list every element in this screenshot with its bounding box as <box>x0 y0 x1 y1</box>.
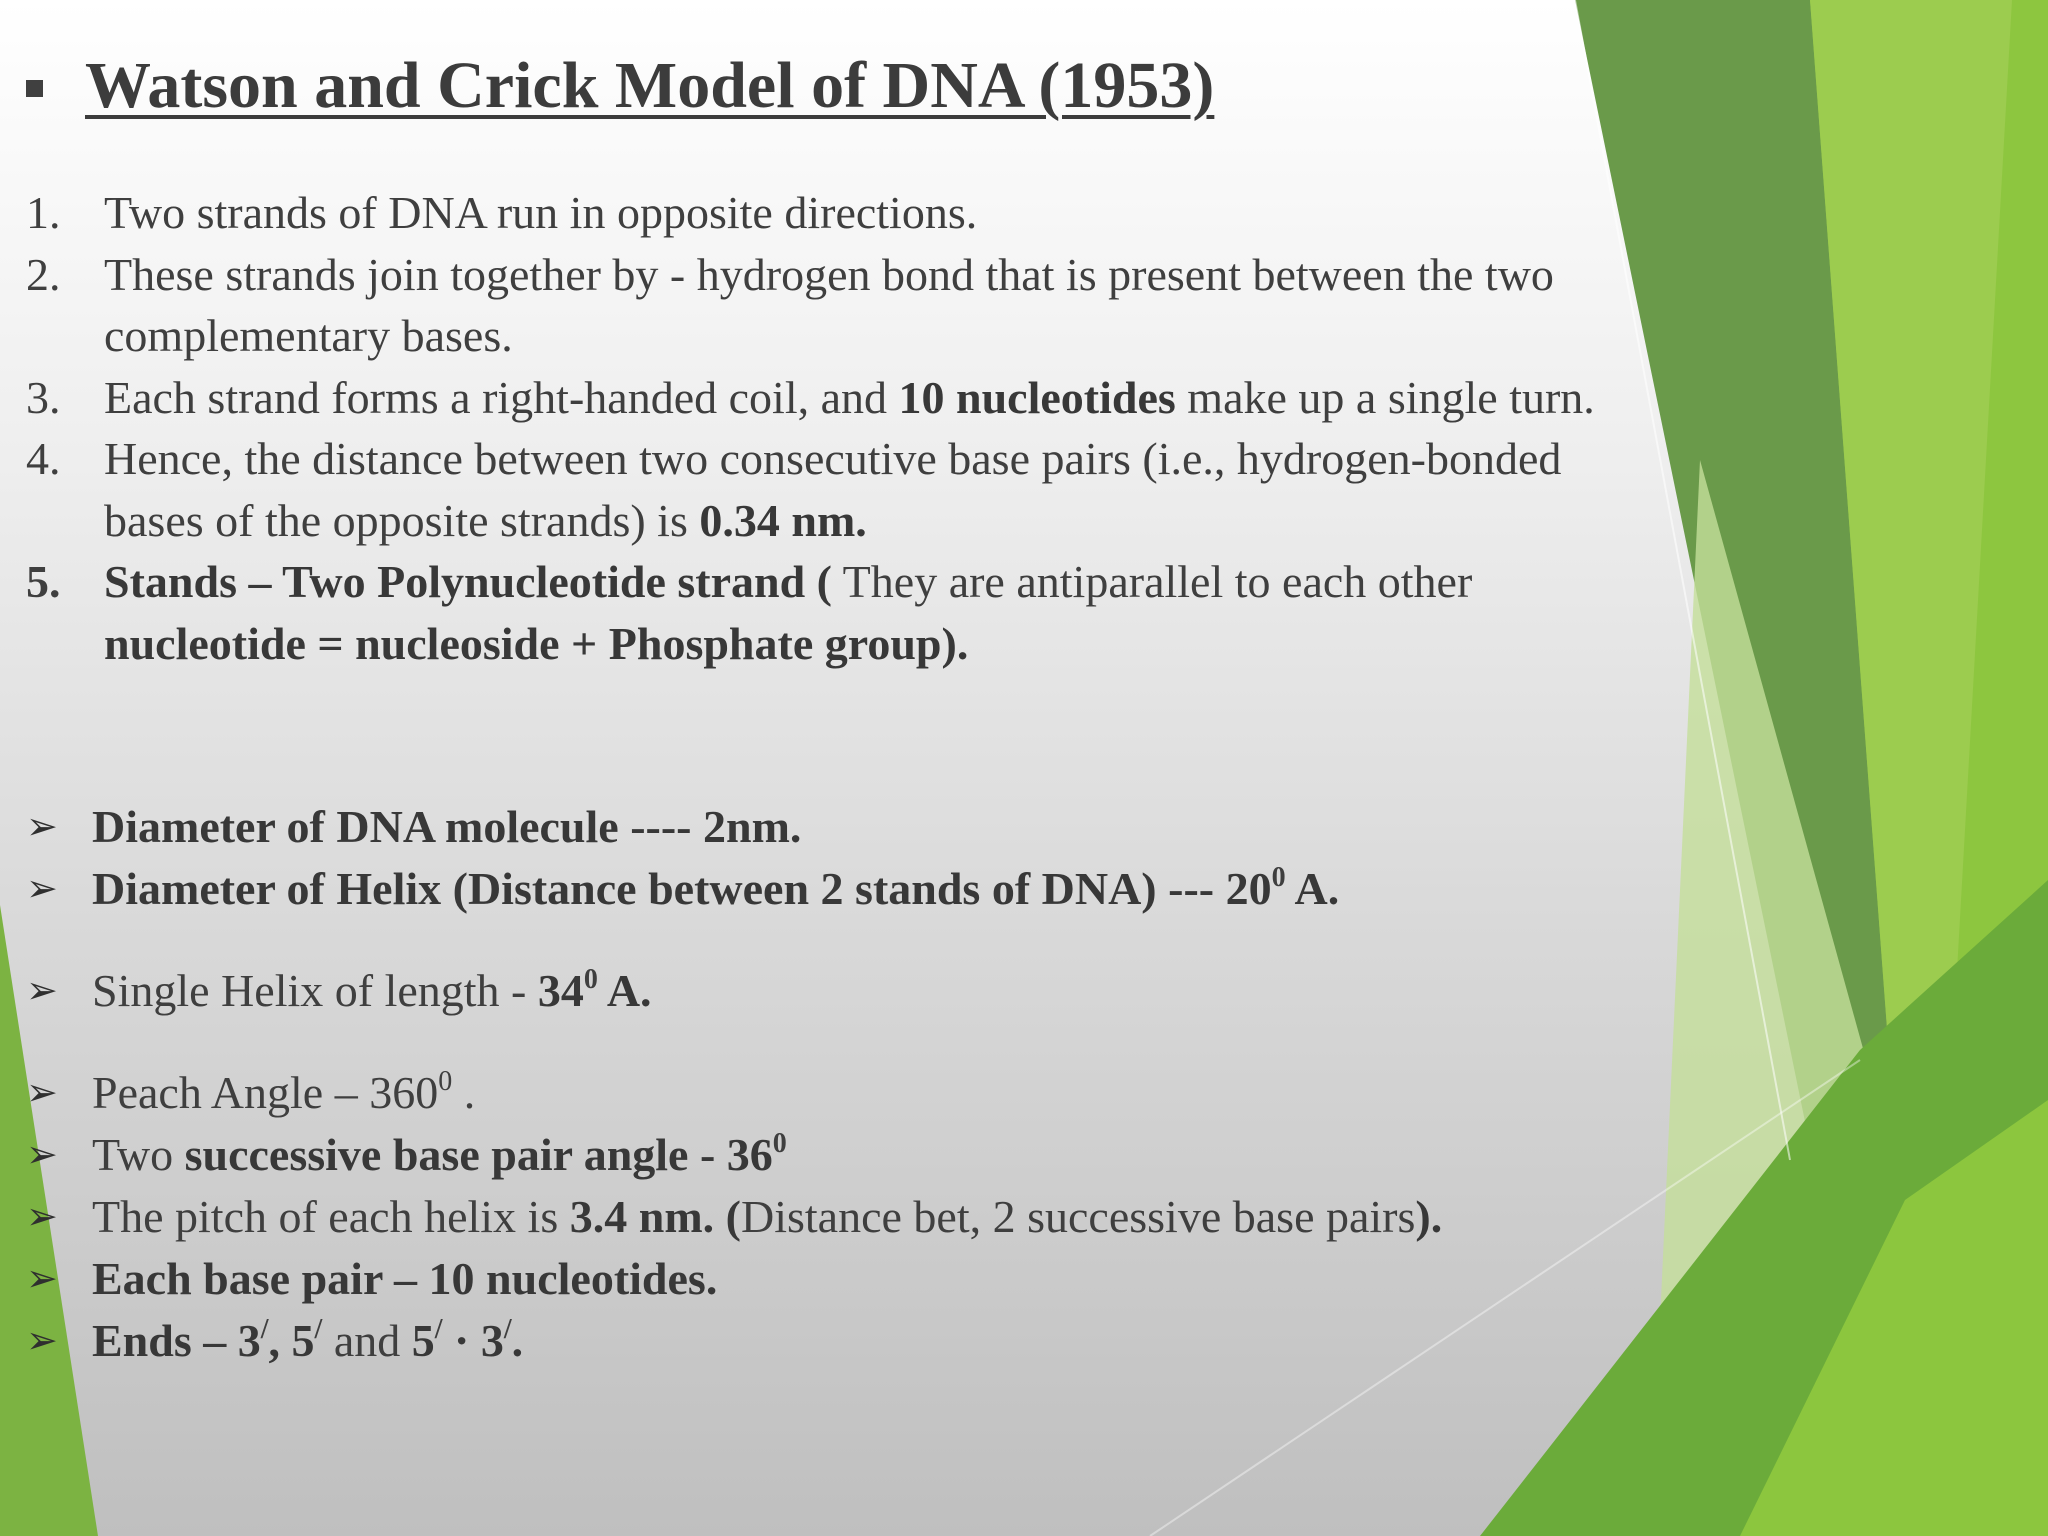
bullet-item <box>26 1062 475 1124</box>
bullet-text <box>92 796 801 858</box>
text-run: They are antiparallel to each other <box>832 556 1473 607</box>
text-run: , 5 <box>268 1315 315 1366</box>
bullet-text <box>92 858 1339 920</box>
text-run: A. <box>1285 863 1340 914</box>
bullet-item <box>26 1186 1442 1248</box>
text-run: Ends – 3 <box>92 1315 261 1366</box>
item-text <box>104 244 1626 367</box>
text-run: . <box>511 1315 524 1366</box>
text-run: 5 <box>411 1315 435 1366</box>
text-run: 10 nucleotides <box>898 371 1176 423</box>
text-run: Stands – Two Polynucleotide strand ( <box>104 556 833 607</box>
arrow-bullet-icon: ➢ <box>26 866 58 910</box>
numbered-item <box>26 244 1626 367</box>
bullet-item <box>26 1248 717 1310</box>
text-run: The pitch of each helix is <box>92 1191 570 1242</box>
superscript: / <box>434 1314 443 1345</box>
superscript: / <box>503 1314 512 1345</box>
item-text <box>104 367 1626 429</box>
superscript: 0 <box>583 964 598 995</box>
item-number: 2. <box>26 248 61 300</box>
text-run: Two <box>92 1129 185 1180</box>
item-text <box>104 551 1626 674</box>
text-run: Single Helix of length - <box>92 965 538 1016</box>
bullet-item <box>26 858 1339 920</box>
arrow-bullet-icon: ➢ <box>26 804 58 848</box>
bullet-text <box>92 1062 475 1124</box>
text-run: · 3 <box>442 1315 504 1366</box>
bullet-text <box>92 960 652 1022</box>
item-number: 5. <box>26 556 61 607</box>
text-run: 3.4 nm. ( <box>569 1191 741 1242</box>
text-run: Hence, the distance between two consecutive base pairs (i.e., hydrogen-bonded bases of the opposite strands) is <box>104 433 1562 546</box>
arrow-bullet-icon: ➢ <box>26 1132 58 1176</box>
superscript: / <box>314 1314 323 1345</box>
text-run: . <box>452 1067 476 1118</box>
item-text <box>104 428 1626 551</box>
superscript: 0 <box>1271 862 1286 893</box>
numbered-item <box>26 367 1626 429</box>
numbered-list <box>26 182 1626 674</box>
bullet-item <box>26 1124 787 1186</box>
text-run: successive base pair angle - 36 <box>184 1129 773 1180</box>
arrow-bullet-icon: ➢ <box>26 1194 58 1238</box>
arrow-bullet-icon: ➢ <box>26 1256 58 1300</box>
text-run: ). <box>1415 1191 1443 1242</box>
text-run: make up a single turn. <box>1175 371 1595 423</box>
text-run: Distance bet, 2 successive base pairs <box>740 1191 1416 1242</box>
text-run: Peach Angle – 360 <box>92 1067 439 1118</box>
arrow-bullet-icon: ➢ <box>26 968 58 1012</box>
slide-title: Watson and Crick Model of DNA (1953) <box>85 49 1215 122</box>
item-number: 4. <box>26 433 61 484</box>
item-number: 1. <box>26 187 61 238</box>
bullet-item <box>26 796 801 858</box>
numbered-item <box>26 428 1626 551</box>
text-run: A. <box>597 965 652 1016</box>
text-run: nucleotide = nucleoside + Phosphate group). <box>104 617 969 669</box>
bullet-text <box>92 1310 523 1372</box>
bullet-text <box>92 1124 787 1186</box>
bullet-text <box>92 1248 717 1310</box>
superscript: 0 <box>438 1066 453 1097</box>
title-row <box>26 48 1214 124</box>
numbered-item <box>26 551 1626 674</box>
numbered-item <box>26 182 1626 244</box>
text-run: These strands join together by - hydrogen bond that is present between the two complementary bases. <box>104 248 1554 361</box>
text-run: 0.34 nm. <box>699 494 867 546</box>
text-run: Each strand forms a right-handed coil, and <box>104 371 899 423</box>
item-text <box>104 182 1626 244</box>
text-run: Two strands of DNA run in opposite directions. <box>104 187 978 238</box>
square-bullet-icon <box>26 80 43 97</box>
text-run: Diameter of DNA molecule ---- 2nm. <box>92 801 802 852</box>
text-run: Diameter of Helix (Distance between 2 stands of DNA) --- 20 <box>92 863 1272 914</box>
text-run: and <box>322 1315 412 1366</box>
bullet-item <box>26 960 652 1022</box>
text-run: 34 <box>537 965 584 1016</box>
arrow-bullet-icon: ➢ <box>26 1318 58 1362</box>
item-number: 3. <box>26 371 61 423</box>
superscript: / <box>260 1314 269 1345</box>
bullet-item <box>26 1310 523 1372</box>
superscript: 0 <box>772 1128 787 1159</box>
arrow-bullet-icon: ➢ <box>26 1070 58 1114</box>
bullet-text <box>92 1186 1442 1248</box>
text-run: Each base pair – 10 nucleotides. <box>92 1253 718 1304</box>
